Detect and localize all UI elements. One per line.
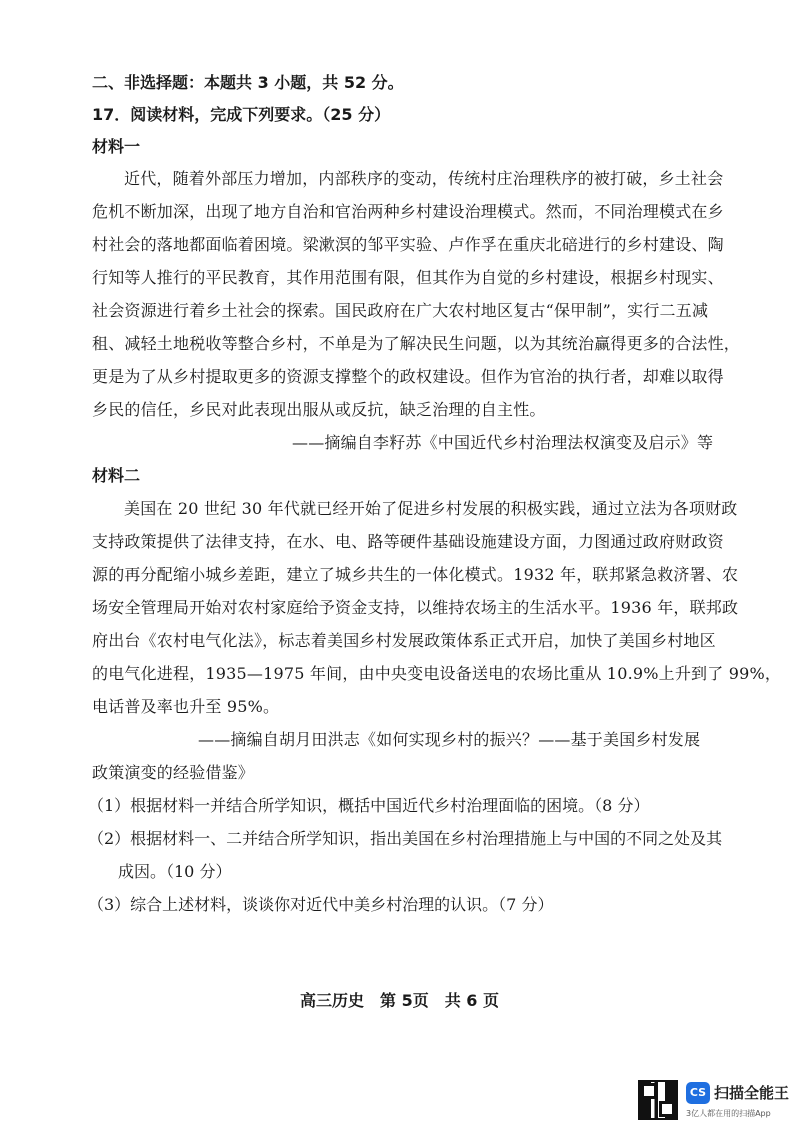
watermark-title: 扫描全能王 (714, 1084, 790, 1102)
material1-line: 近代，随着外部压力增加，内部秩序的变动，传统村庄治理秩序的被打破，乡土社会 (124, 169, 724, 188)
material2-line: 场安全管理局开始对农村家庭给予资金支持，以维持农场主的生活水平。1936 年，联邦政 (92, 598, 739, 617)
material1-line: 危机不断加深，出现了地方自治和官治两种乡村建设治理模式。然而，不同治理模式在乡 (92, 202, 724, 221)
material2-label: 材料二 (92, 466, 141, 485)
material1-line: 村社会的落地都面临着困境。梁漱溟的邹平实验、卢作孚在重庆北碚进行的乡村建设、陶 (92, 235, 724, 254)
material1-source: ——摘编自李籽苏《中国近代乡村治理法权演变及启示》等 (292, 433, 714, 452)
material2-source: 政策演变的经验借鉴》 (92, 763, 255, 782)
task-2-continued: 成因。（10 分） (118, 862, 232, 881)
material2-line: 府出台《农村电气化法》，标志着美国乡村发展政策体系正式开启，加快了美国乡村地区 (92, 631, 716, 650)
material1-label: 材料一 (92, 137, 141, 156)
material2-line: 的电气化进程，1935—1975 年间，由中央变电设备送电的农场比重从 10.9%上升到了 99%， (92, 664, 782, 683)
scanner-watermark (638, 1080, 788, 1124)
camscanner-logo: CS (686, 1082, 710, 1104)
material2-line: 支持政策提供了法律支持，在水、电、路等硬件基础设施建设方面，力图通过政府财政资 (92, 532, 724, 551)
watermark-subtitle: 3亿人都在用的扫描App (686, 1109, 771, 1118)
material2-line: 源的再分配缩小城乡差距，建立了城乡共生的一体化模式。1932 年，联邦紧急救济署、农 (92, 565, 739, 584)
material1-line: 行知等人推行的平民教育，其作用范围有限，但其作为自觉的乡村建设，根据乡村现实、 (92, 268, 724, 287)
task-1: （1）根据材料一并结合所学知识，概括中国近代乡村治理面临的困境。（8 分） (88, 796, 650, 815)
material1-line: 乡民的信任，乡民对此表现出服从或反抗，缺乏治理的自主性。 (92, 400, 546, 419)
question-title: 17．阅读材料，完成下列要求。（25 分） (92, 105, 391, 124)
qr-code-icon (638, 1080, 678, 1120)
section-header: 二、非选择题：本题共 3 小题，共 52 分。 (92, 73, 404, 92)
task-3: （3）综合上述材料，谈谈你对近代中美乡村治理的认识。（7 分） (88, 895, 554, 914)
material1-line: 更是为了从乡村提取更多的资源支撑整个的政权建设。但作为官治的执行者，却难以取得 (92, 367, 724, 386)
material2-source: ——摘编自胡月田洪志《如何实现乡村的振兴？——基于美国乡村发展 (198, 730, 701, 749)
material1-line: 社会资源进行着乡土社会的探索。国民政府在广大农村地区复古“保甲制”，实行二五减 (92, 301, 709, 320)
material1-line: 租、减轻土地税收等整合乡村，不单是为了解决民生问题，以为其统治赢得更多的合法性， (92, 334, 741, 353)
material2-line: 美国在 20 世纪 30 年代就已经开始了促进乡村发展的积极实践，通过立法为各项财政 (124, 499, 738, 518)
task-2: （2）根据材料一、二并结合所学知识，指出美国在乡村治理措施上与中国的不同之处及其 (88, 829, 723, 848)
page-footer: 高三历史 第 5页 共 6 页 (300, 991, 499, 1010)
material2-line: 电话普及率也升至 95%。 (92, 697, 280, 716)
